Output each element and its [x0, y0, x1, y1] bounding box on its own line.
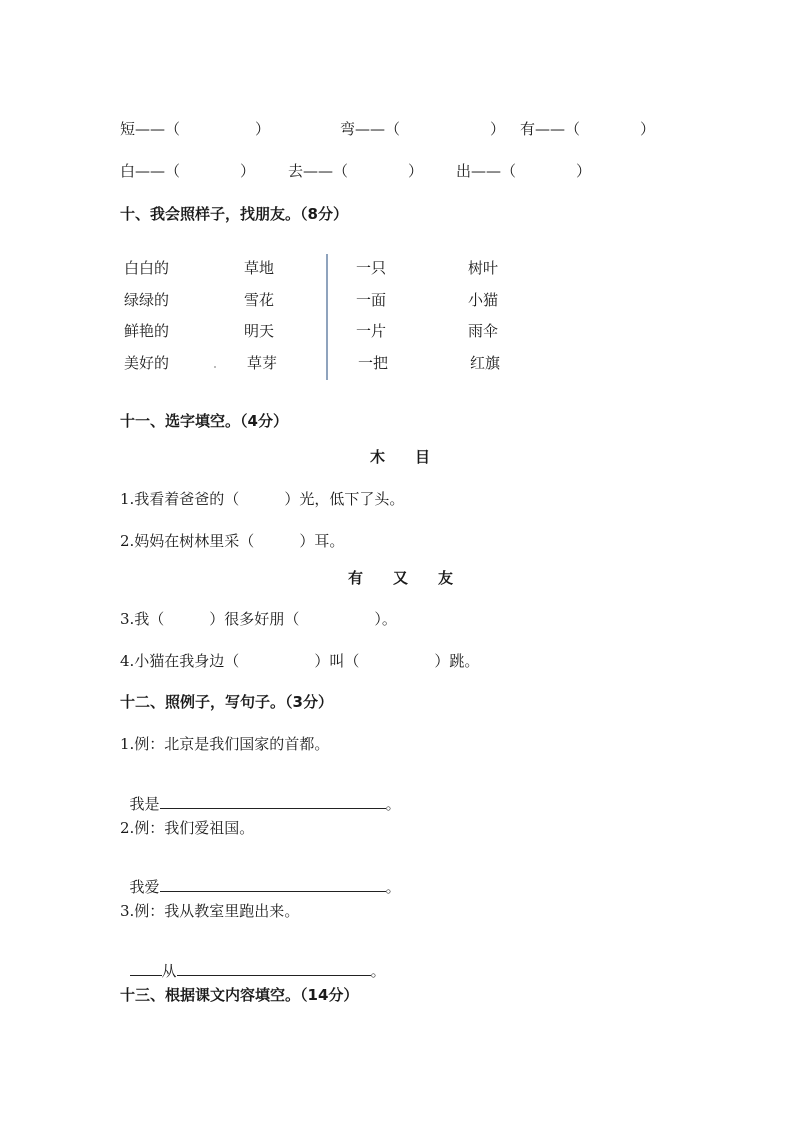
- answer-blank-3a[interactable]: [130, 961, 162, 976]
- match-col2-item: 草芽: [247, 354, 278, 372]
- example-sentence-1: 1.例：北京是我们国家的首都。: [120, 735, 330, 753]
- example-sentence-3: 3.例：我从教室里跑出来。: [120, 902, 300, 920]
- stray-dot: [214, 366, 216, 368]
- answer-blank-1[interactable]: [160, 794, 386, 809]
- answer-prefix: 我爱: [129, 878, 160, 896]
- match-col3-item: 一面: [356, 291, 387, 309]
- match-col3-item: 一只: [356, 259, 387, 277]
- section-11-heading: 十一、选字填空。（4分）: [120, 412, 288, 430]
- answer-mid: 从: [161, 962, 177, 980]
- match-col2-item: 草地: [244, 259, 275, 277]
- section-13-heading: 十三、根据课文内容填空。（14分）: [120, 986, 359, 1004]
- answer-suffix: 。: [370, 962, 386, 980]
- answer-line-1: [120, 775, 401, 814]
- match-col1-item: 美好的: [124, 354, 170, 372]
- choice-words-1: 木 目: [370, 448, 431, 466]
- match-col3-item: 一片: [356, 322, 387, 340]
- example-sentence-2: 2.例：我们爱祖国。: [120, 819, 255, 837]
- divider-line: [326, 254, 328, 380]
- fill-question-4: 4.小猫在我身边（ ）叫（ ）跳。: [120, 652, 480, 670]
- match-col2-item: 雪花: [244, 291, 275, 309]
- answer-line-3: [120, 942, 386, 981]
- match-col4-item: 小猫: [468, 291, 499, 309]
- match-col2-item: 明天: [244, 322, 275, 340]
- fill-question-2: 2.妈妈在树林里采（ ）耳。: [120, 532, 345, 550]
- match-col4-item: 红旗: [470, 354, 501, 372]
- answer-blank-2[interactable]: [160, 877, 386, 892]
- fill-question-1: 1.我看着爸爸的（ ）光，低下了头。: [120, 490, 405, 508]
- answer-suffix: 。: [385, 878, 401, 896]
- answer-prefix: 我是: [129, 795, 160, 813]
- match-col1-item: 绿绿的: [124, 291, 170, 309]
- match-col4-item: 树叶: [468, 259, 499, 277]
- match-col1-item: 白白的: [124, 259, 170, 277]
- pair-item-duan: 短——（ ）: [120, 120, 271, 138]
- answer-line-2: [120, 858, 401, 897]
- match-col4-item: 雨伞: [468, 322, 499, 340]
- match-col1-item: 鲜艳的: [124, 322, 170, 340]
- section-12-heading: 十二、照例子，写句子。（3分）: [120, 693, 333, 711]
- answer-blank-3b[interactable]: [177, 961, 371, 976]
- section-10-heading: 十、我会照样子，找朋友。（8分）: [120, 205, 348, 223]
- pair-item-bai: 白——（ ）: [120, 162, 256, 180]
- choice-words-2: 有 又 友: [348, 569, 454, 587]
- fill-question-3: 3.我（ ）很多好朋（ ）。: [120, 610, 397, 628]
- pair-item-qu: 去——（ ）: [288, 162, 424, 180]
- pair-item-wan: 弯——（ ）: [340, 120, 506, 138]
- match-col3-item: 一把: [358, 354, 389, 372]
- pair-item-you: 有——（ ）: [520, 120, 656, 138]
- pair-item-chu: 出——（ ）: [456, 162, 592, 180]
- answer-suffix: 。: [385, 795, 401, 813]
